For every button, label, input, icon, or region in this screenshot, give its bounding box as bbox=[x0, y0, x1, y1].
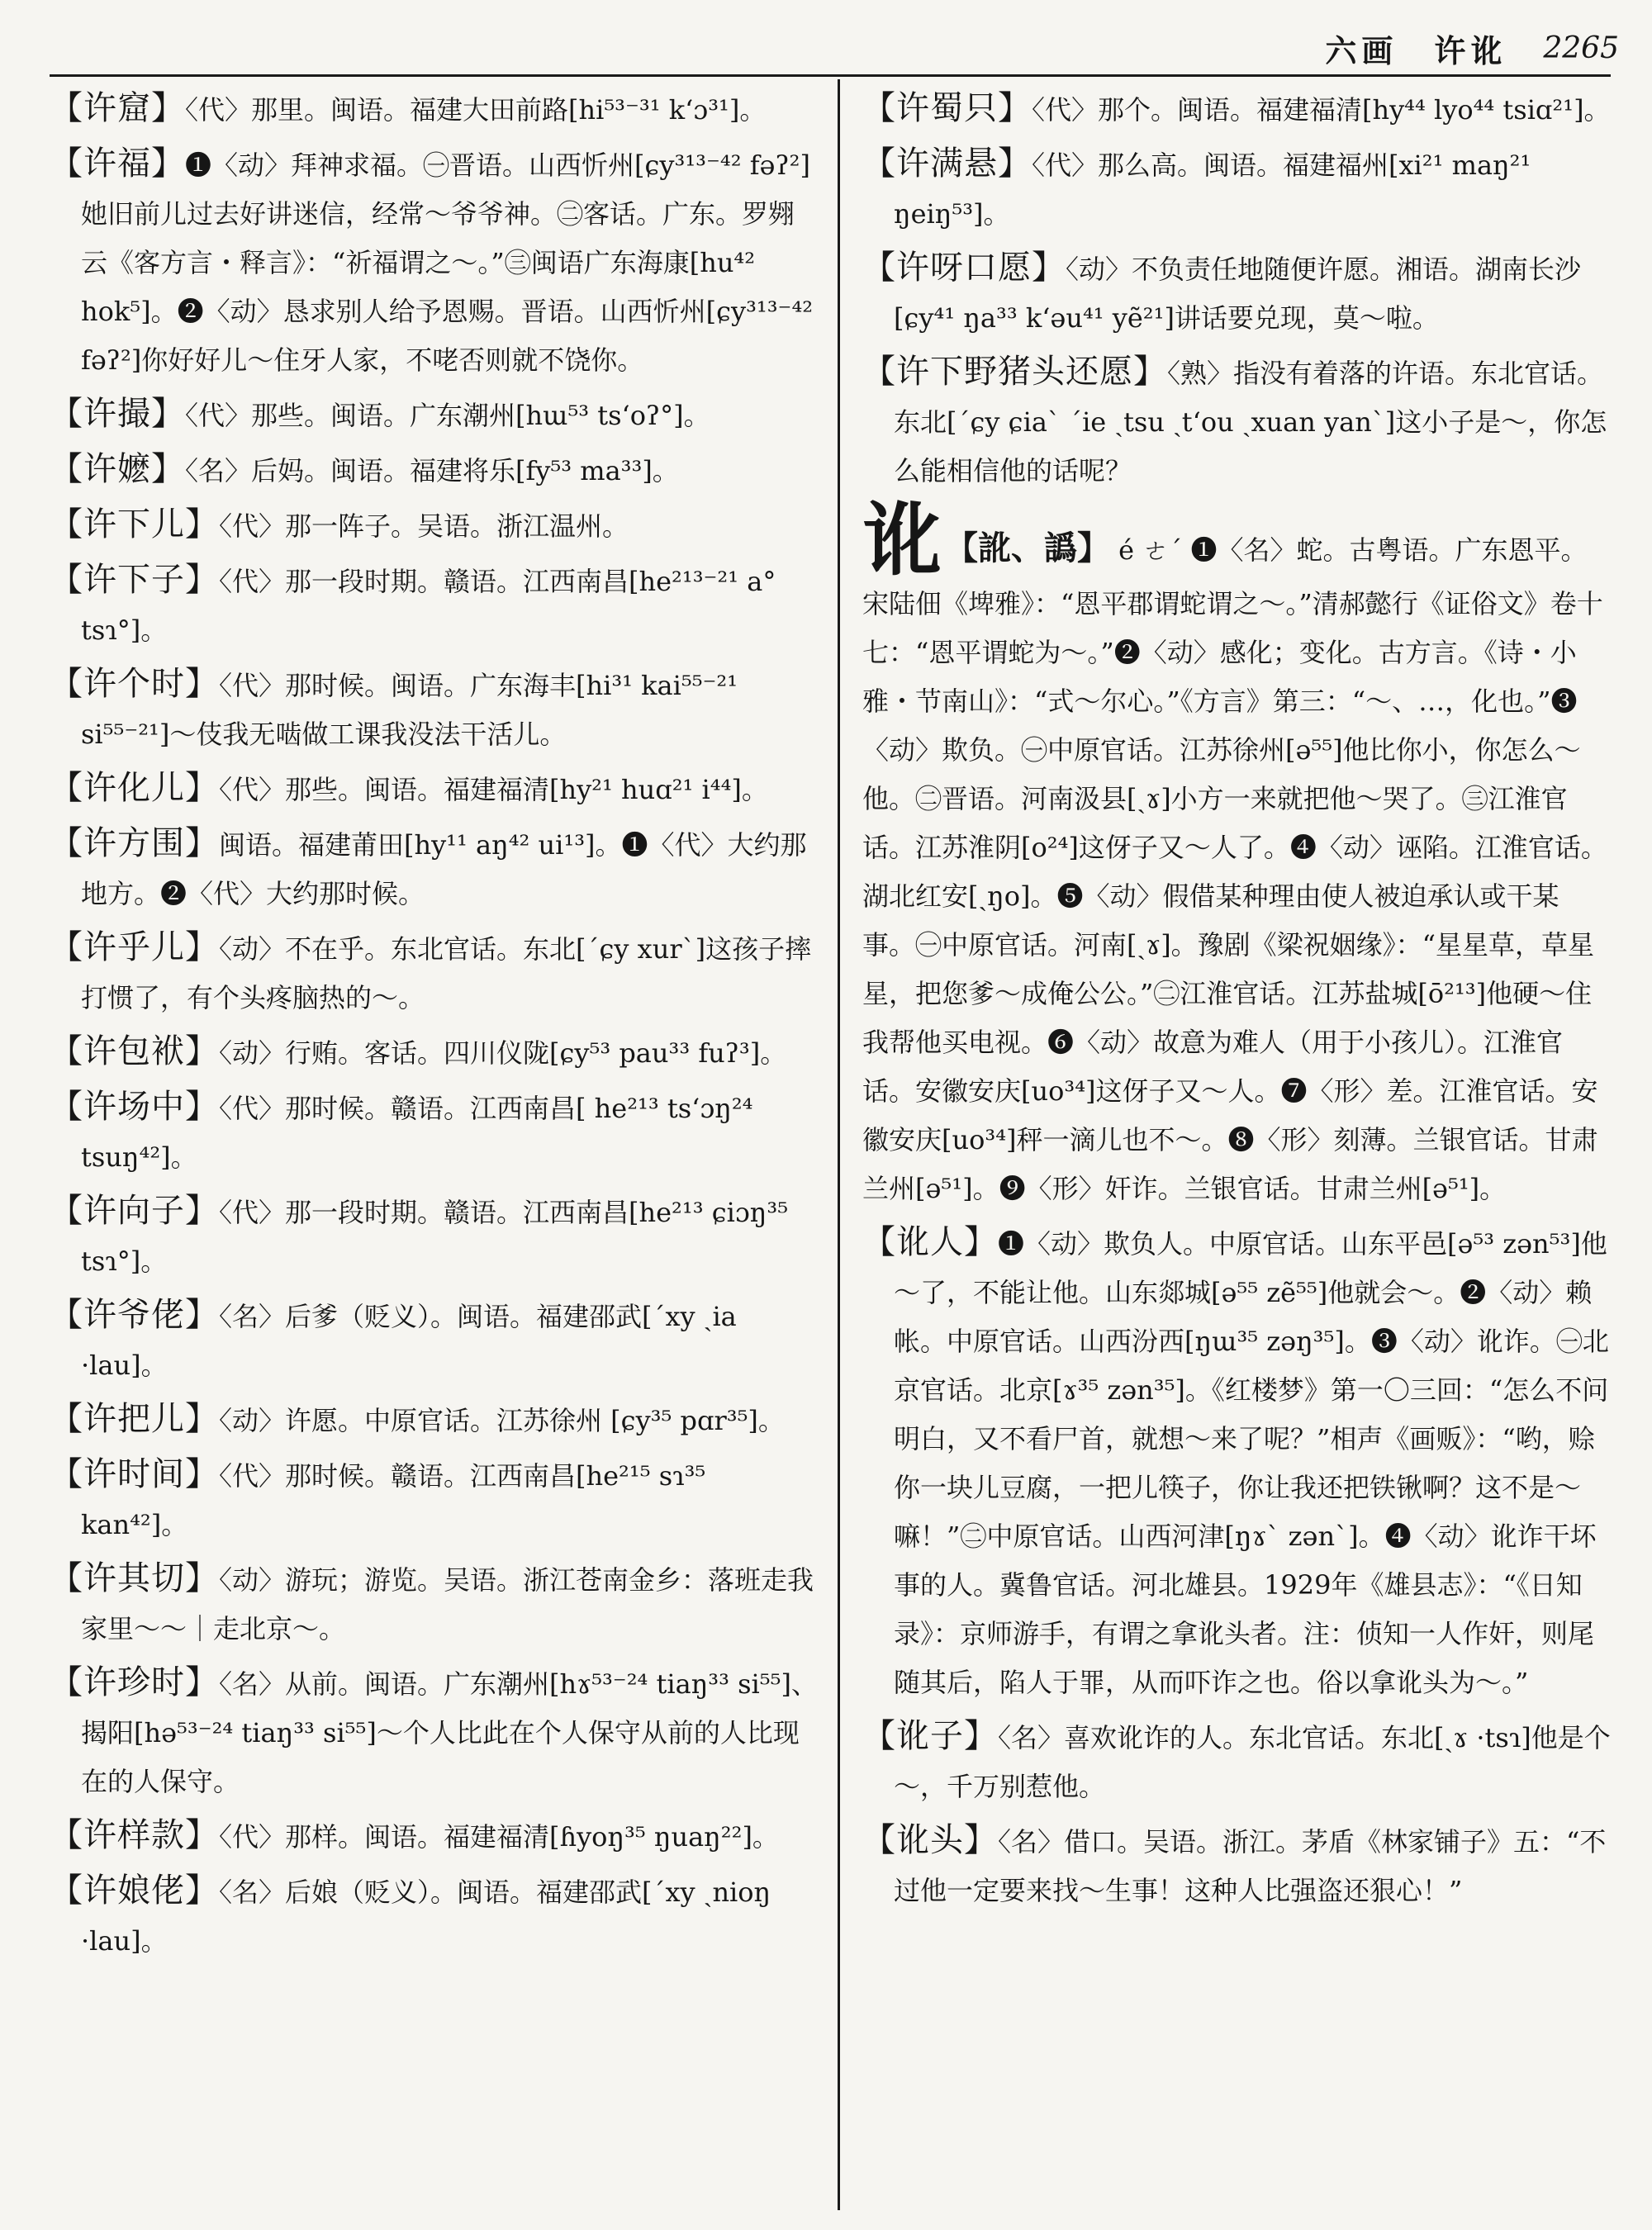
left-column bbox=[50, 84, 818, 2215]
dictionary-entry bbox=[50, 764, 818, 814]
dictionary-entry bbox=[50, 445, 818, 496]
dictionary-entry bbox=[862, 348, 1611, 496]
dictionary-entry bbox=[50, 1291, 818, 1390]
dictionary-entry bbox=[862, 1218, 1611, 1707]
entry-text: 〈名〉后爹（贬义）。闽语。福建邵武[ˊxy ˏia ·lau]。 bbox=[81, 1301, 737, 1381]
entry-text: 〈代〉那样。闽语。福建福清[ɦyoŋ³⁵ ŋuaŋ²²]。 bbox=[219, 1821, 779, 1853]
entry-text: 〈动〉许愿。中原官话。江苏徐州 [ɕy³⁵ pɑr³⁵]。 bbox=[219, 1405, 785, 1436]
entry-headword: 【许满悬】 bbox=[862, 145, 1032, 183]
dictionary-entry bbox=[50, 556, 818, 655]
entry-text: 〈动〉不负责任地随便许愿。湘语。湖南长沙[ɕy⁴¹ ŋa³³ k‘əu⁴¹ yẽ²¹]讲话要兑现，莫～啦。 bbox=[894, 254, 1582, 334]
dictionary-entry bbox=[50, 140, 818, 385]
header-rule bbox=[50, 74, 1611, 77]
entry-text: 〈名〉后娘（贬义）。闽语。福建邵武[ˊxy ˏnioŋ ·lau]。 bbox=[81, 1877, 771, 1957]
dictionary-entry bbox=[862, 244, 1611, 343]
dictionary-entry bbox=[862, 1816, 1611, 1915]
entry-text: 〈名〉后妈。闽语。福建将乐[fy⁵³ ma³³]。 bbox=[185, 455, 679, 486]
entry-text: 〈代〉那时候。赣语。江西南昌[he²¹⁵ sɿ³⁵ kan⁴²]。 bbox=[81, 1460, 706, 1540]
entry-headword: 【许其切】 bbox=[50, 1559, 219, 1597]
entry-text: ❶〈动〉拜神求福。㊀晋语。山西忻州[ɕy³¹³⁻⁴² fəʔ²]她旧前儿过去好讲迷信，经常～爷爷神。㊁客话。广东。罗翙云《客方言・释言》：“祈福谓之～。”㊂闽语广东海康[hu⁴² hok⁵]。❷〈动〉恳求别人给予恩赐。晋语。山西忻州[ɕy³¹³⁻⁴² fəʔ²]你好好儿～住牙人家，不咾否则就不饶你。 bbox=[81, 149, 814, 376]
main-character-entry bbox=[862, 493, 1611, 1213]
dictionary-entry bbox=[50, 1811, 818, 1862]
entry-text: 〈代〉那些。闽语。广东潮州[hɯ⁵³ ts‘oʔ°]。 bbox=[185, 400, 710, 431]
entry-text: 〈代〉那时候。赣语。江西南昌[ he²¹³ ts‘ɔŋ²⁴ tsuŋ⁴²]。 bbox=[81, 1093, 753, 1173]
dictionary-entry bbox=[50, 1554, 818, 1654]
entry-headword: 【许窟】 bbox=[50, 89, 185, 127]
entry-text: 〈代〉那些。闽语。福建福清[hy²¹ huɑ²¹ i⁴⁴]。 bbox=[219, 774, 768, 805]
dictionary-entry bbox=[50, 1658, 818, 1806]
entry-headword: 【许下子】 bbox=[50, 561, 219, 599]
pronunciation: é ㄜˊ bbox=[1118, 534, 1183, 566]
entry-headword: 【许呀口愿】 bbox=[862, 249, 1066, 287]
dictionary-entry bbox=[50, 819, 818, 918]
entry-headword: 【许场中】 bbox=[50, 1088, 219, 1126]
entry-text: 〈代〉那么高。闽语。福建福州[xi²¹ maŋ²¹ ŋeiŋ⁵³]。 bbox=[894, 149, 1531, 230]
dictionary-entry bbox=[50, 660, 818, 759]
entry-headword: 【许个时】 bbox=[50, 665, 219, 703]
section-title: 六画 bbox=[1325, 31, 1398, 69]
dictionary-entry bbox=[50, 1027, 818, 1078]
entry-headword: 【许娘佬】 bbox=[50, 1872, 219, 1910]
entry-headword: 【许下野猪头还愿】 bbox=[862, 353, 1167, 391]
entry-text: 〈代〉那一阵子。吴语。浙江温州。 bbox=[219, 510, 629, 542]
entry-headword: 【许蜀只】 bbox=[862, 89, 1032, 127]
entry-text: 〈动〉不在乎。东北官话。东北[ˊɕy xurˋ]这孩子摔打惯了，有个头疼脑热的～。 bbox=[81, 933, 812, 1013]
entry-text: 〈代〉那个。闽语。福建福清[hy⁴⁴ lyo⁴⁴ tsiɑ²¹]。 bbox=[1032, 94, 1611, 126]
dictionary-entry bbox=[862, 1712, 1611, 1811]
entry-text: 〈熟〉指没有着落的许语。东北官话。东北[ˊɕy ɕiaˋ ˊie ˏtsu ˏt‘ou ˏxuan yanˋ]这小子是～，你怎么能相信他的话呢？ bbox=[894, 358, 1607, 486]
main-character: 讹 bbox=[862, 493, 942, 586]
variant-forms: 【訛、譌】 bbox=[945, 529, 1110, 567]
entry-headword: 【许乎儿】 bbox=[50, 928, 219, 966]
column-divider bbox=[838, 79, 840, 2210]
dictionary-entry bbox=[50, 923, 818, 1022]
dictionary-entry bbox=[50, 84, 818, 135]
page-number: 2265 bbox=[1543, 31, 1619, 65]
entry-headword: 【讹子】 bbox=[862, 1717, 998, 1755]
entry-text: 〈代〉那一段时期。赣语。江西南昌[he²¹³ ɕiɔŋ³⁵ tsɿ°]。 bbox=[81, 1197, 789, 1277]
entry-headword: 【许把儿】 bbox=[50, 1400, 219, 1438]
entry-text: 〈名〉借口。吴语。浙江。茅盾《林家铺子》五：“不过他一定要来找～生事！这种人比强盗还狠心！” bbox=[894, 1826, 1607, 1906]
page-header bbox=[1289, 23, 1619, 73]
entry-headword: 【许珍时】 bbox=[50, 1663, 219, 1701]
entry-text: ❶〈动〉欺负人。中原官话。山东平邑[ə⁵³ zən⁵³]他～了，不能让他。山东郯城[ə⁵⁵ zẽ⁵⁵]他就会～。❷〈动〉赖帐。中原官话。山西汾西[ŋɯ³⁵ zəŋ³⁵]。❸〈动〉讹诈。㊀北京官话。北京[ɤ³⁵ zən³⁵]。《红楼梦》第一〇三回：“怎么不问明白，又不看尸首，就想～来了呢？”相声《画贩》：“哟，赊你一块儿豆腐，一把儿筷子，你让我还把铁锹啊？这不是～嘛！”㊁中原官话。山西河津[ŋɤˋ zənˋ]。❹〈动〉讹诈干坏事的人。冀鲁官话。河北雄县。1929年《雄县志》：“《日知录》：京师游手，有谓之拿讹头者。注：侦知一人作奸，则尾随其后，陷人于罪，从而吓诈之也。俗以拿讹头为～。” bbox=[894, 1228, 1609, 1698]
entry-headword: 【许嬷】 bbox=[50, 450, 185, 488]
entry-headword: 【许时间】 bbox=[50, 1455, 219, 1493]
entry-text: ❶〈名〉蛇。古粤语。广东恩平。宋陆佃《埤雅》：“恩平郡谓蛇谓之～。”清郝懿行《证俗文》卷十七：“恩平谓蛇为～。”❷〈动〉感化；变化。古方言。《诗・小雅・节南山》：“式～尔心。”《方言》第三：“～、…，化也。”❸〈动〉欺负。㊀中原官话。江苏徐州[ə⁵⁵]他比你小，你怎么～他。㊁晋语。河南汲县[ˏɤ]小方一来就把他～哭了。㊂江淮官话。江苏淮阴[o²⁴]这伢子又～人了。❹〈动〉诬陷。江淮官话。湖北红安[ˏŋo]。❺〈动〉假借某种理由使人被迫承认或干某事。㊀中原官话。河南[ˏɤ]。豫剧《梁祝姻缘》：“星星草，草星星，把您爹～成俺公公。”㊁江淮官话。江苏盐城[ō²¹³]他硬～住我帮他买电视。❻〈动〉故意为难人（用于小孩儿）。江淮官话。安徽安庆[uo³⁴]这伢子又～人。❼〈形〉差。江淮官话。安徽安庆[uo³⁴]秤一滴儿也不～。❽〈形〉刻薄。兰银官话。甘肃兰州[ə⁵¹]。❾〈形〉奸诈。兰银官话。甘肃兰州[ə⁵¹]。 bbox=[862, 534, 1607, 1204]
dictionary-entry bbox=[50, 1187, 818, 1286]
entry-headword: 【许包袱】 bbox=[50, 1032, 219, 1070]
entry-text: 〈代〉那里。闽语。福建大田前路[hi⁵³⁻³¹ k‘ɔ³¹]。 bbox=[185, 94, 767, 126]
dictionary-entry bbox=[50, 501, 818, 551]
entry-text: 〈动〉行贿。客话。四川仪陇[ɕy⁵³ pau³³ fuʔ³]。 bbox=[219, 1037, 787, 1069]
entry-headword: 【讹头】 bbox=[862, 1821, 998, 1859]
entry-text: 〈动〉游玩；游览。吴语。浙江苍南金乡：落班走我家里～～｜走北京～。 bbox=[81, 1564, 814, 1644]
entry-headword: 【许爷佬】 bbox=[50, 1296, 219, 1334]
entry-headword: 【许向子】 bbox=[50, 1192, 219, 1230]
entry-headword: 【讹人】 bbox=[862, 1223, 998, 1261]
entry-text: 〈代〉那一段时期。赣语。江西南昌[he²¹³⁻²¹ a° tsɿ°]。 bbox=[81, 566, 776, 646]
dictionary-entry bbox=[50, 1083, 818, 1182]
entry-text: 〈名〉从前。闽语。广东潮州[hɤ⁵³⁻²⁴ tiaŋ³³ si⁵⁵]、揭阳[hə⁵³⁻²⁴ tiaŋ³³ si⁵⁵]～个人比此在个人保守从前的人比现在的人保守。 bbox=[81, 1668, 818, 1797]
right-column bbox=[862, 84, 1611, 2215]
entry-text: 〈代〉那时候。闽语。广东海丰[hi³¹ kai⁵⁵⁻²¹ si⁵⁵⁻²¹]～伎我无啮做工课我没法干活儿。 bbox=[81, 670, 738, 750]
entry-headword: 【许化儿】 bbox=[50, 769, 219, 807]
dictionary-entry bbox=[862, 140, 1611, 239]
dictionary-entry bbox=[50, 1395, 818, 1445]
dictionary-entry bbox=[50, 1450, 818, 1549]
entry-headword: 【许下儿】 bbox=[50, 505, 219, 543]
entry-headword: 【许样款】 bbox=[50, 1816, 219, 1854]
entry-headword: 【许撮】 bbox=[50, 395, 185, 433]
dictionary-entry bbox=[50, 1867, 818, 1966]
dictionary-entry bbox=[862, 84, 1611, 135]
entry-headword: 【许福】 bbox=[50, 145, 185, 183]
header-chars: 许讹 bbox=[1434, 31, 1507, 69]
entry-text: 闽语。福建莆田[hy¹¹ aŋ⁴² ui¹³]。❶〈代〉大约那地方。❷〈代〉大约那时候。 bbox=[81, 829, 807, 909]
entry-text: 〈名〉喜欢讹诈的人。东北官话。东北[ˏɤ ·tsɿ]他是个～，千万别惹他。 bbox=[894, 1722, 1611, 1802]
dictionary-entry bbox=[50, 390, 818, 440]
entry-headword: 【许方围】 bbox=[50, 824, 219, 862]
